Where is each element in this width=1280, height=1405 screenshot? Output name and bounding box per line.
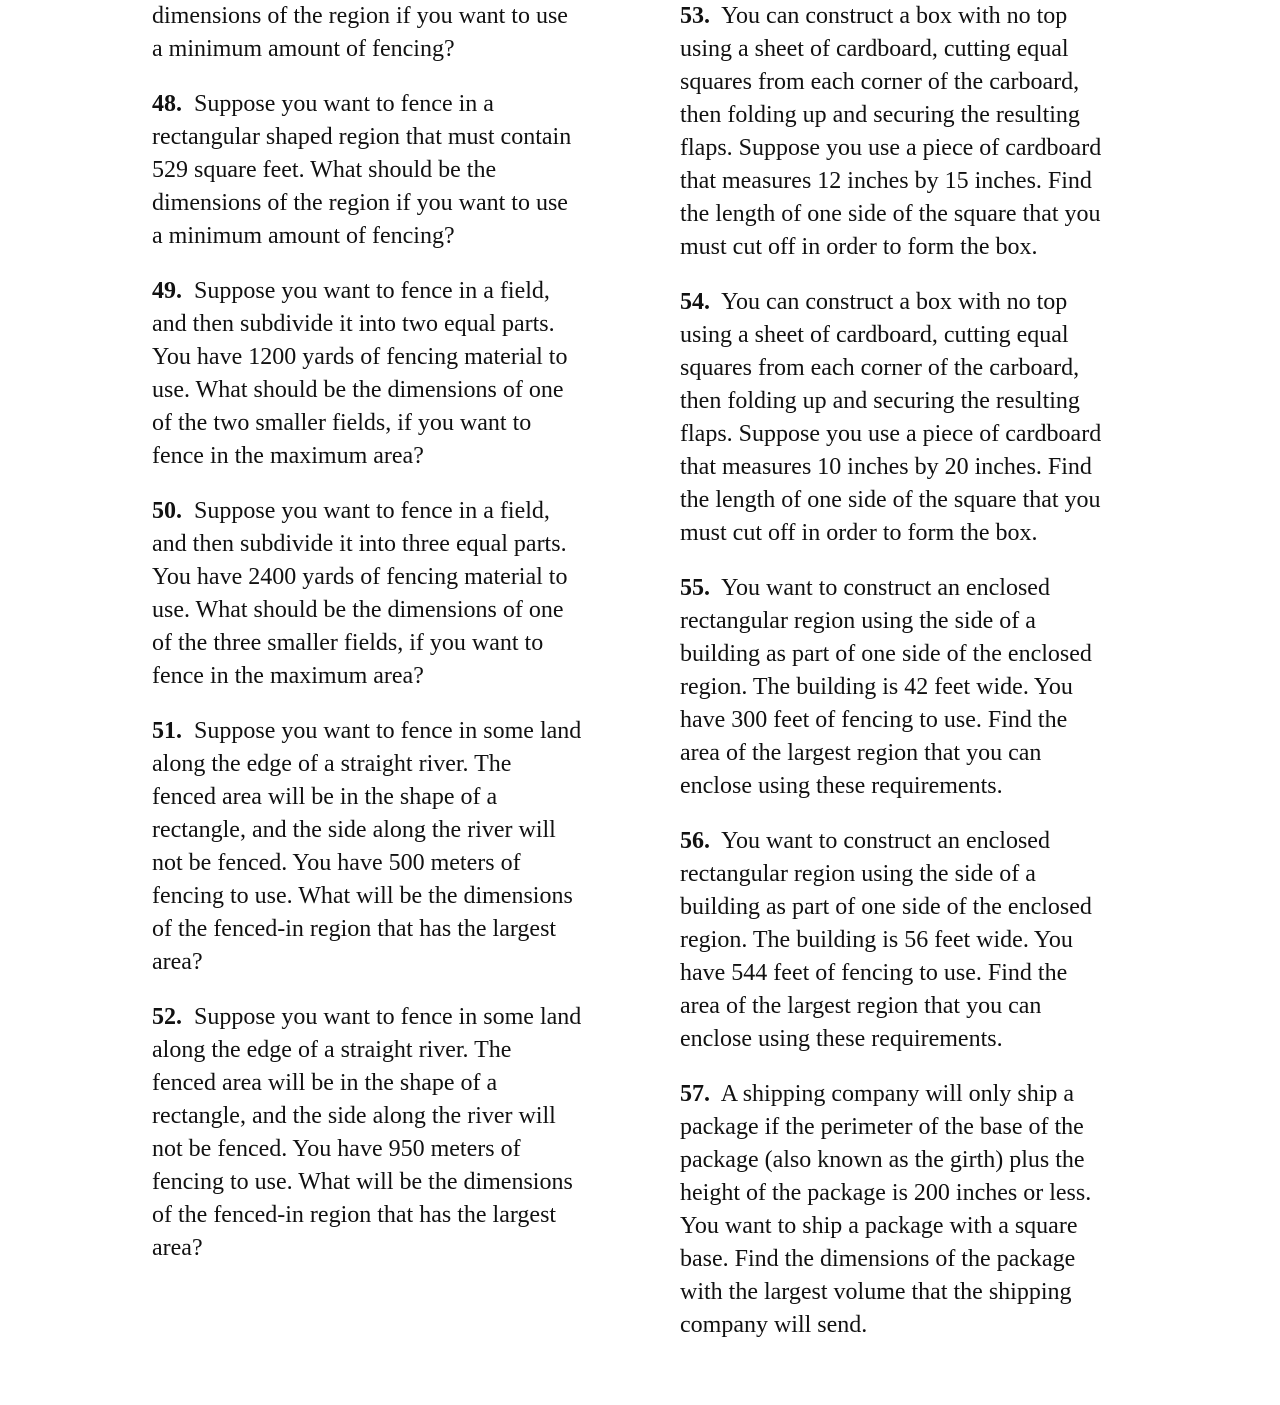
text-line: flaps. Suppose you use a piece of cardboard <box>680 135 1102 161</box>
text-line: Suppose you want to fence in some land <box>194 1004 582 1030</box>
text-line: region. The building is 42 feet wide. You <box>680 674 1073 700</box>
text-line: Suppose you want to fence in a field, <box>194 278 550 304</box>
text-line: then folding up and securing the resulting <box>680 102 1080 128</box>
problem-56 <box>680 825 1150 1056</box>
text-line: area? <box>152 949 203 975</box>
text-line: company will send. <box>680 1312 868 1338</box>
text-line <box>680 825 1150 858</box>
text-line: of the two smaller fields, if you want to <box>152 410 532 436</box>
text-line: of the fenced-in region that has the largest <box>152 1202 557 1228</box>
text-line: fence in the maximum area? <box>152 443 424 469</box>
text-line: using a sheet of cardboard, cutting equal <box>680 36 1069 62</box>
text-line: use. What should be the dimensions of one <box>152 377 564 403</box>
text-line: must cut off in order to form the box. <box>680 234 1038 260</box>
problem-number: 54. <box>680 289 710 315</box>
problem-number: 49. <box>152 278 182 304</box>
problem-54 <box>680 286 1150 550</box>
text-line: dimensions of the region if you want to use <box>152 190 568 216</box>
problem-number: 57. <box>680 1081 710 1107</box>
text-line: You want to construct an enclosed <box>721 828 1050 854</box>
text-line: that measures 12 inches by 15 inches. Find <box>680 168 1092 194</box>
text-line: You have 1200 yards of fencing material to <box>152 344 568 370</box>
text-line: and then subdivide it into two equal parts. <box>152 311 555 337</box>
text-line: flaps. Suppose you use a piece of cardboard <box>680 421 1102 447</box>
text-line: must cut off in order to form the box. <box>680 520 1038 546</box>
text-line: 529 square feet. What should be the <box>152 157 497 183</box>
problem-number: 50. <box>152 498 182 524</box>
text-line: and then subdivide it into three equal parts. <box>152 531 567 557</box>
text-line: use. What should be the dimensions of one <box>152 597 564 623</box>
problem-number: 52. <box>152 1004 182 1030</box>
problem-57 <box>680 1078 1150 1342</box>
text-line: rectangle, and the side along the river will <box>152 1103 556 1129</box>
continued-text <box>152 0 622 66</box>
text-line: along the edge of a straight river. The <box>152 1037 512 1063</box>
text-line <box>152 88 622 121</box>
text-line: with the largest volume that the shipping <box>680 1279 1072 1305</box>
problem-number: 51. <box>152 718 182 744</box>
text-line: that measures 10 inches by 20 inches. Find <box>680 454 1092 480</box>
text-line: squares from each corner of the carboard, <box>680 69 1080 95</box>
text-line: of the fenced-in region that has the largest <box>152 916 557 942</box>
text-line: a minimum amount of fencing? <box>152 36 455 62</box>
text-line: dimensions of the region if you want to use <box>152 3 568 29</box>
text-line: rectangular region using the side of a <box>680 861 1036 887</box>
text-line <box>680 286 1150 319</box>
text-line: You can construct a box with no top <box>721 3 1068 29</box>
text-line: You want to ship a package with a square <box>680 1213 1078 1239</box>
problem-51 <box>152 715 622 979</box>
text-line: Suppose you want to fence in a field, <box>194 498 550 524</box>
right-column <box>680 0 1150 1342</box>
text-line: the length of one side of the square that you <box>680 487 1101 513</box>
text-line: not be fenced. You have 500 meters of <box>152 850 521 876</box>
text-line: region. The building is 56 feet wide. You <box>680 927 1073 953</box>
problem-55 <box>680 572 1150 803</box>
problem-number: 55. <box>680 575 710 601</box>
text-line: package if the perimeter of the base of the <box>680 1114 1084 1140</box>
text-line: area of the largest region that you can <box>680 740 1042 766</box>
left-column <box>152 0 622 1265</box>
text-line: A shipping company will only ship a <box>720 1081 1075 1107</box>
text-line: You want to construct an enclosed <box>721 575 1050 601</box>
text-line: have 544 feet of fencing to use. Find the <box>680 960 1068 986</box>
text-line: have 300 feet of fencing to use. Find the <box>680 707 1068 733</box>
text-line: You have 2400 yards of fencing material to <box>152 564 568 590</box>
problem-number: 53. <box>680 3 710 29</box>
problem-number: 56. <box>680 828 710 854</box>
text-line: the length of one side of the square that you <box>680 201 1101 227</box>
text-line: rectangular shaped region that must contain <box>152 124 572 150</box>
text-line: fenced area will be in the shape of a <box>152 1070 498 1096</box>
problem-53 <box>680 0 1150 264</box>
text-line: area of the largest region that you can <box>680 993 1042 1019</box>
text-line: height of the package is 200 inches or less. <box>680 1180 1092 1206</box>
text-line: along the edge of a straight river. The <box>152 751 512 777</box>
text-line: of the three smaller fields, if you want to <box>152 630 544 656</box>
text-line: rectangular region using the side of a <box>680 608 1036 634</box>
text-line: fenced area will be in the shape of a <box>152 784 498 810</box>
text-line: fencing to use. What will be the dimensions <box>152 883 573 909</box>
text-line: package (also known as the girth) plus the <box>680 1147 1085 1173</box>
problem-52 <box>152 1001 622 1265</box>
text-line <box>680 572 1150 605</box>
text-line: enclose using these requirements. <box>680 1026 1003 1052</box>
text-line: then folding up and securing the resulting <box>680 388 1080 414</box>
problem-48 <box>152 88 622 253</box>
text-line <box>680 0 1150 33</box>
problem-number: 48. <box>152 91 182 117</box>
text-line: You can construct a box with no top <box>721 289 1068 315</box>
text-line <box>152 715 622 748</box>
text-line <box>680 1078 1150 1111</box>
text-line: not be fenced. You have 950 meters of <box>152 1136 521 1162</box>
text-line: area? <box>152 1235 203 1261</box>
text-line: enclose using these requirements. <box>680 773 1003 799</box>
problem-50 <box>152 495 622 693</box>
text-line: base. Find the dimensions of the package <box>680 1246 1076 1272</box>
text-line: using a sheet of cardboard, cutting equal <box>680 322 1069 348</box>
text-line: rectangle, and the side along the river will <box>152 817 556 843</box>
text-line: fencing to use. What will be the dimensions <box>152 1169 573 1195</box>
problem-49 <box>152 275 622 473</box>
text-line: building as part of one side of the enclosed <box>680 641 1092 667</box>
text-line <box>152 275 622 308</box>
text-line: building as part of one side of the enclosed <box>680 894 1092 920</box>
text-line <box>152 1001 622 1034</box>
text-line: Suppose you want to fence in a <box>194 91 494 117</box>
text-line: fence in the maximum area? <box>152 663 424 689</box>
text-line: squares from each corner of the carboard, <box>680 355 1080 381</box>
text-line <box>152 495 622 528</box>
text-line: a minimum amount of fencing? <box>152 223 455 249</box>
text-line: Suppose you want to fence in some land <box>194 718 582 744</box>
